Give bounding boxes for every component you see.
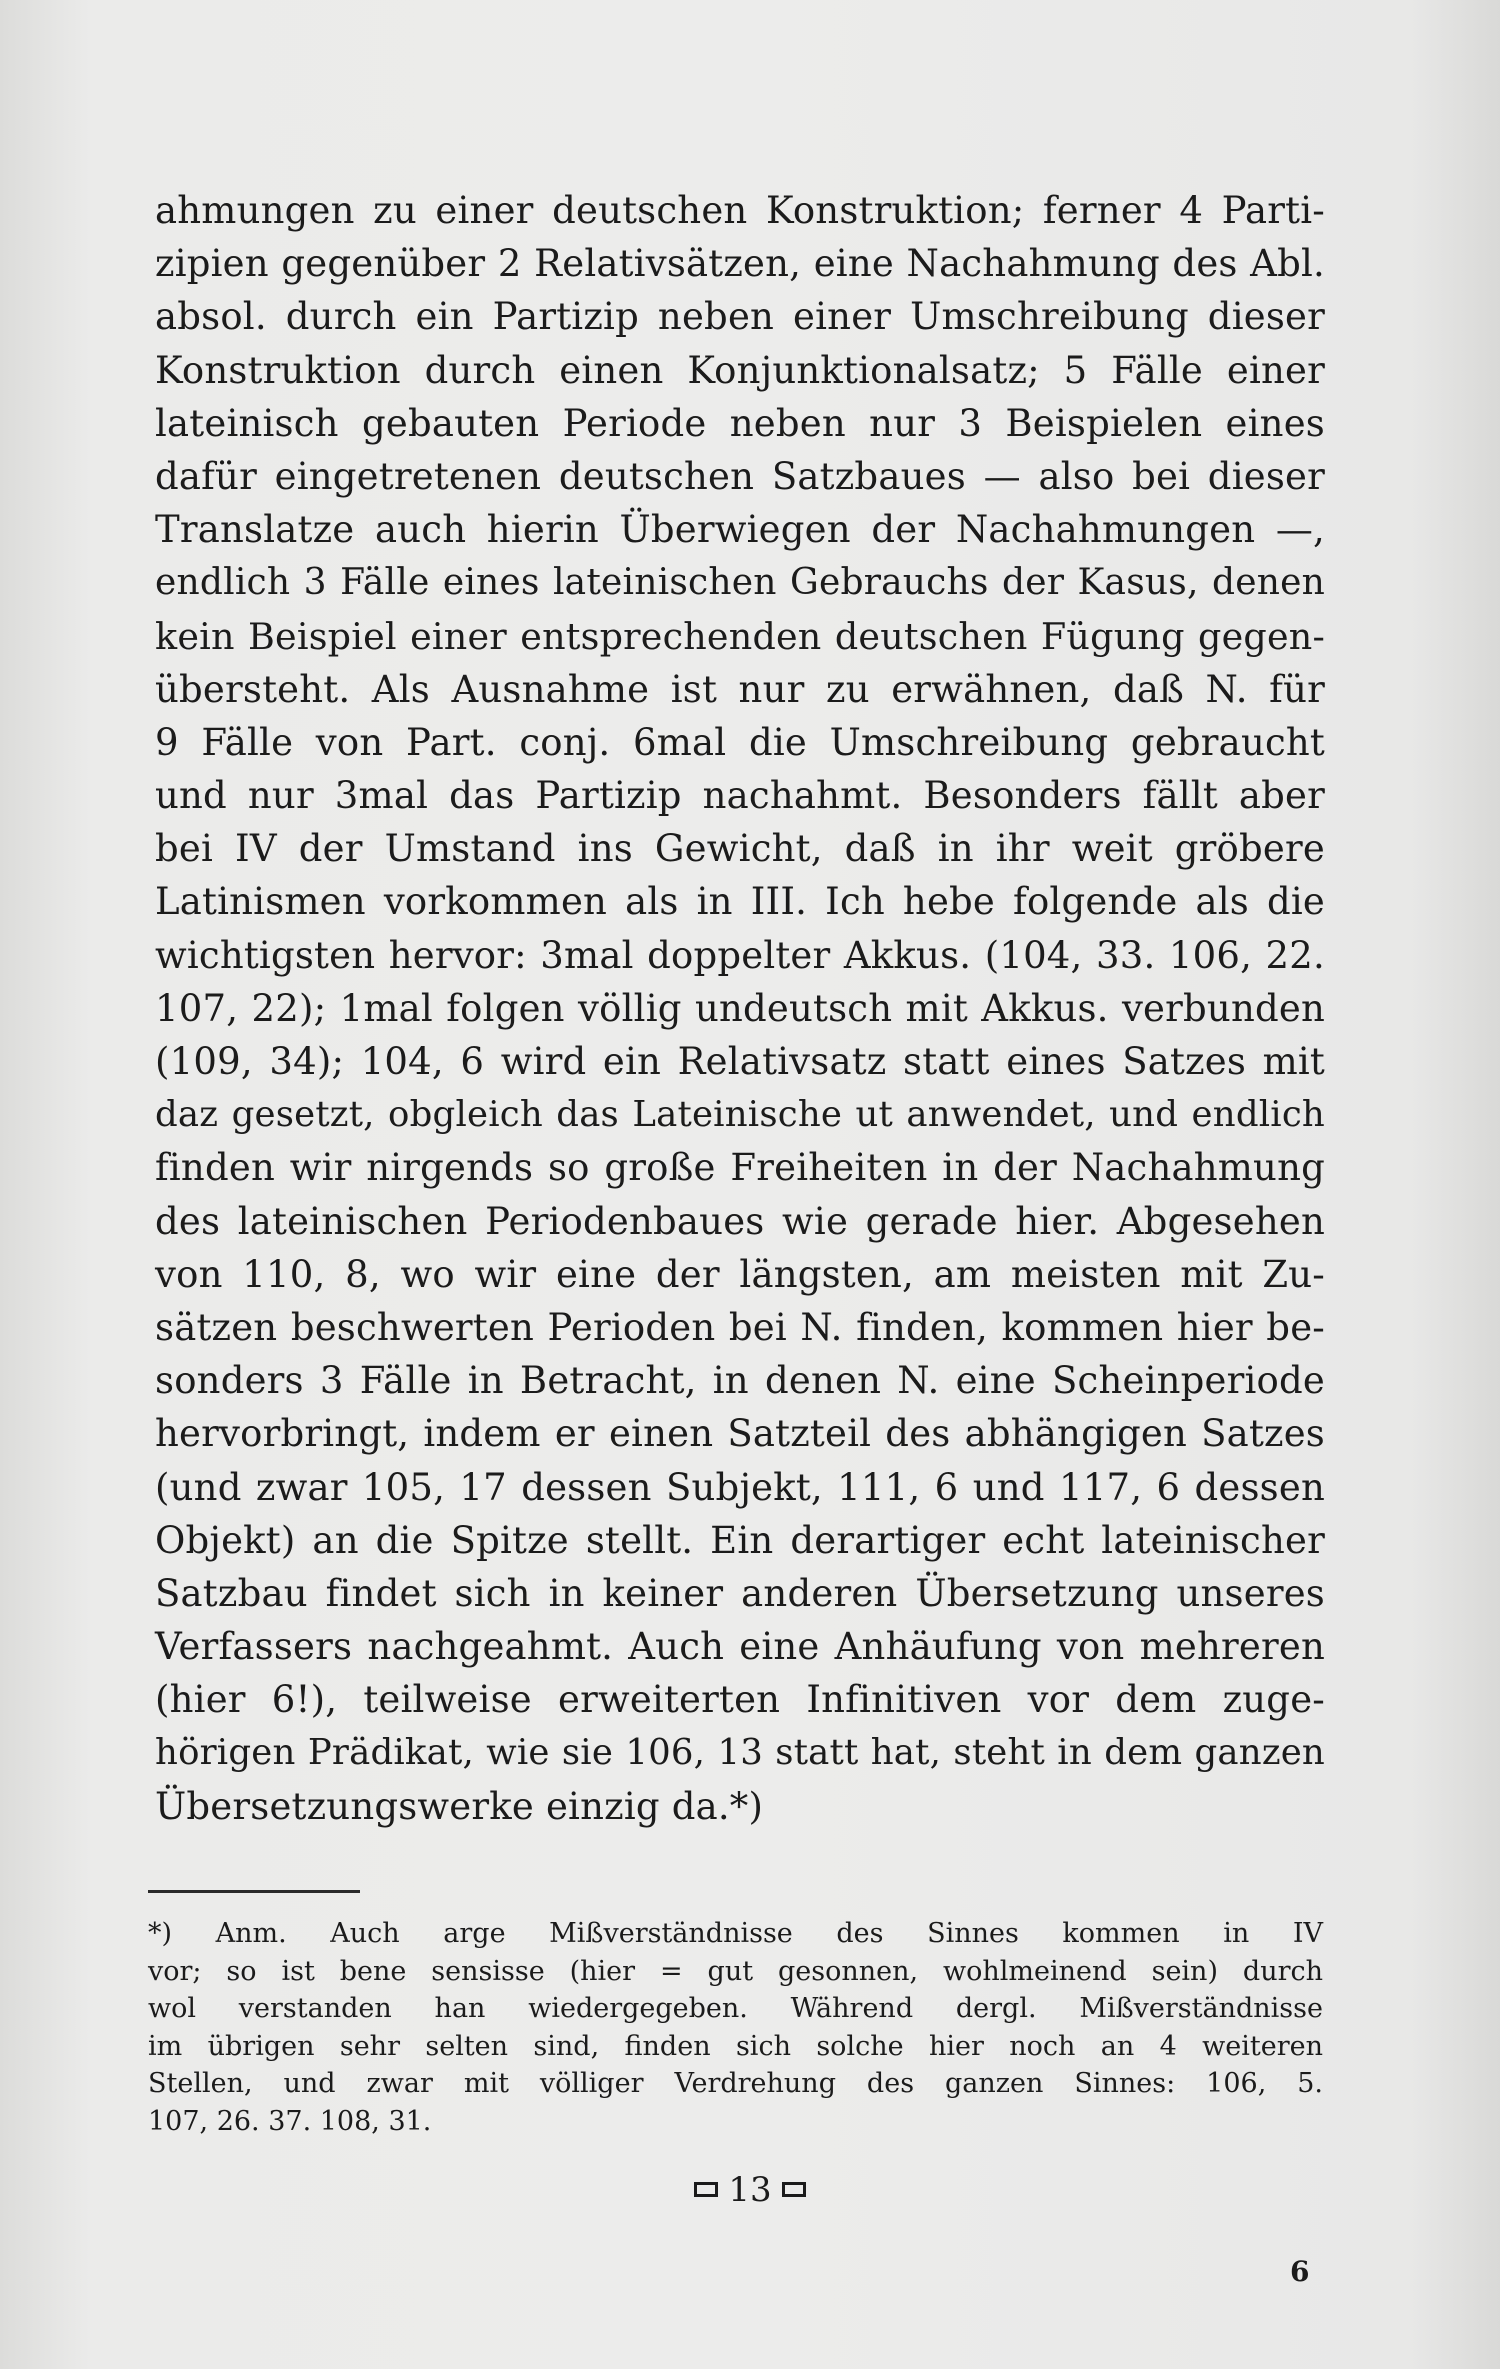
text-line: 107, 22); 1mal folgen völlig undeutsch mit Akkus. verbunden (155, 986, 1325, 1030)
signature-mark: 6 (1290, 2255, 1310, 2288)
text-line: zipien gegenüber 2 Relativsätzen, eine Nachahmung des Abl. (155, 242, 1325, 286)
text-line: 9 Fälle von Part. conj. 6mal die Umschreibung gebraucht (155, 720, 1325, 764)
text-line: ahmungen zu einer deutschen Konstruktion; ferner 4 Parti- (155, 189, 1325, 232)
text-line: Objekt) an die Spitze stellt. Ein derartiger echt lateinischer (155, 1518, 1325, 1562)
footnote-block (148, 1915, 1323, 2140)
text-line: endlich 3 Fälle eines lateinischen Gebrauchs der Kasus, denen (155, 562, 1325, 604)
text-line: Verfassers nachgeahmt. Auch eine Anhäufung von mehreren (155, 1625, 1325, 1669)
text-line: Konstruktion durch einen Konjunktionalsatz; 5 Fälle einer (155, 348, 1325, 392)
text-line: und nur 3mal das Partizip nachahmt. Besonders fällt aber (155, 774, 1325, 818)
text-line: Übersetzungswerke einzig da.*) (155, 1784, 764, 1828)
text-line: lateinisch gebauten Periode neben nur 3 Beispielen eines (155, 401, 1325, 445)
text-line: kein Beispiel einer entsprechenden deutschen Fügung gegen- (155, 614, 1325, 658)
page-number: 13 (728, 2170, 772, 2210)
text-line: dafür eingetretenen deutschen Satzbaues — also bei dieser (155, 454, 1325, 498)
text-line: finden wir nirgends so große Freiheiten in der Nachahmung (155, 1146, 1325, 1190)
text-line: wichtigsten hervor: 3mal doppelter Akkus. (104, 33. 106, 22. (155, 933, 1325, 977)
text-line: (hier 6!), teilweise erweiterten Infinitiven vor dem zuge- (155, 1678, 1325, 1722)
text-line: übersteht. Als Ausnahme ist nur zu erwähnen, daß N. für (155, 667, 1325, 711)
footnote-separator (148, 1890, 360, 1893)
text-line: des lateinischen Periodenbaues wie gerade hier. Abgesehen (155, 1199, 1325, 1243)
page-number-footer (0, 2170, 1500, 2210)
footnote-line: vor; so ist bene sensisse (hier = gut gesonnen, wohlmeinend sein) durch (148, 1955, 1323, 1987)
text-line: von 110, 8, wo wir eine der längsten, am meisten mit Zu- (155, 1252, 1325, 1296)
text-line: hervorbringt, indem er einen Satzteil des abhängigen Satzes (155, 1412, 1325, 1456)
footnote-line: im übrigen sehr selten sind, finden sich solche hier noch an 4 weiteren (148, 2030, 1323, 2062)
square-ornament-icon (694, 2182, 718, 2197)
text-line: Latinismen vorkommen als in III. Ich hebe folgende als die (155, 880, 1325, 924)
text-line: hörigen Prädikat, wie sie 106, 13 statt hat, steht in dem ganzen (155, 1732, 1325, 1774)
footnote-line: Stellen, und zwar mit völliger Verdrehung des ganzen Sinnes: 106, 5. (148, 2068, 1323, 2099)
text-line: sätzen beschwerten Perioden bei N. finden, kommen hier be- (155, 1305, 1325, 1349)
text-line: daz gesetzt, obgleich das Lateinische ut anwendet, und endlich (155, 1094, 1325, 1136)
footnote-line: wol verstanden han wiedergegeben. Während dergl. Mißverständnisse (148, 1993, 1323, 2024)
text-line: Translatze auch hierin Überwiegen der Nachahmungen —, (155, 508, 1325, 552)
footnote-line: 107, 26. 37. 108, 31. (148, 2105, 432, 2137)
footnote-line: *) Anm. Auch arge Mißverständnisse des Sinnes kommen in IV (148, 1918, 1323, 1949)
text-line: absol. durch ein Partizip neben einer Umschreibung dieser (155, 295, 1325, 339)
text-line: (und zwar 105, 17 dessen Subjekt, 111, 6 und 117, 6 dessen (155, 1465, 1325, 1509)
text-line: bei IV der Umstand ins Gewicht, daß in ihr weit gröbere (155, 827, 1325, 871)
square-ornament-icon (782, 2182, 806, 2197)
text-line: Satzbau findet sich in keiner anderen Übersetzung unseres (155, 1571, 1325, 1615)
text-line: sonders 3 Fälle in Betracht, in denen N. eine Scheinperiode (155, 1359, 1325, 1403)
text-line: (109, 34); 104, 6 wird ein Relativsatz statt eines Satzes mit (155, 1040, 1325, 1083)
main-text-block (155, 184, 1325, 1833)
